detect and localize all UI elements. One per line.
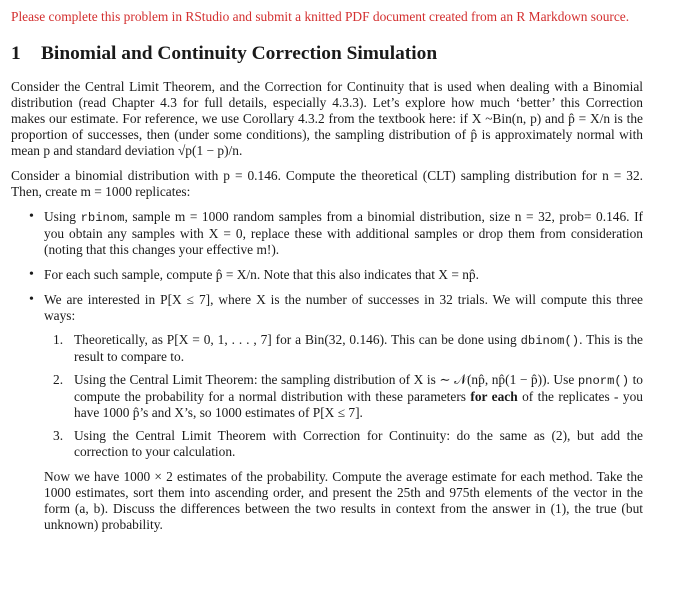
section-number: 1 <box>11 43 21 64</box>
bullet-sample-text-pre: Using <box>44 209 81 224</box>
document-page <box>11 8 643 533</box>
methods-list <box>44 332 643 460</box>
method-continuity-text: Using the Central Limit Theorem with Correction for Continuity: do the same as (2), but add the correction to your calculation. <box>74 428 643 459</box>
method-clt-text-mid: to compute the probability for a normal distribution with these parameters <box>74 372 643 404</box>
emphasis-for-each: for each <box>470 389 518 404</box>
bullet-three-ways-text: We are interested in P[X ≤ 7], where X is the number of successes in 32 trials. We will compute this three ways: <box>44 292 643 323</box>
bullet-compute-phat: • For each such sample, compute p̂ = X/n. Note that this also indicates that X = np̂. <box>44 267 643 283</box>
method-theoretical-text-post: . This is the result to compare to. <box>74 332 644 364</box>
bullet-sample <box>44 209 643 258</box>
method-continuity-correction <box>53 428 643 460</box>
section-heading <box>11 42 643 66</box>
method-number: 2. <box>53 372 64 387</box>
method-number: 3. <box>53 428 64 443</box>
task-bullet-list <box>11 209 643 460</box>
method-theoretical <box>53 332 644 365</box>
code-pnorm: pnorm() <box>577 374 630 388</box>
bullet-sample-text-post: , sample m = 1000 random samples from a binomial distribution, size n = 32, prob= 0.146. If you obtain any samples with X = 0, replace these with additional samples or drop them from consideration (noting that this changes your effective m!). <box>44 209 644 257</box>
code-dbinom: dbinom() <box>520 334 580 348</box>
method-number: 1. <box>53 332 64 347</box>
setup-paragraph: Consider a binomial distribution with p = 0.146. Compute the theoretical (CLT) sampling distribution for n = 32. Then, create m = 1000 replicates: <box>11 168 643 199</box>
final-paragraph: Now we have 1000 × 2 estimates of the probability. Compute the average estimate for each method. Take the 1000 estimates, sort them into ascending order, and present the 25th and 975th elements of the vector in the form (a, b). Discuss the differences between the two results in context from the answer in (1), the true (but unknown) probability. <box>44 469 643 532</box>
method-clt-text-pre: Using the Central Limit Theorem: the sampling distribution of X is ∼ 𝒩(np̂, np̂(1 − p̂)). Use <box>74 372 578 387</box>
bullet-three-ways <box>44 292 643 460</box>
method-clt-text-post: of the replicates - you have 1000 p̂’s and X’s, so 1000 estimates of P[X ≤ 7]. <box>74 389 643 420</box>
method-theoretical-text-pre: Theoretically, as P[X = 0, 1, . . . , 7] for a Bin(32, 0.146). This can be done using <box>74 332 521 347</box>
section-title: Binomial and Continuity Correction Simulation <box>41 43 438 64</box>
code-rbinom: rbinom <box>80 211 125 225</box>
intro-paragraph: Consider the Central Limit Theorem, and the Correction for Continuity that is used when dealing with a Binomial distribution (read Chapter 4.3 for full details, especially 4.3.3). Let’s explore how much ‘better’ this Correction makes our estimate. For reference, we use Corollary 4.3.2 from the textbook here: if X ~Bin(n, p) and p̂ = X/n is the proportion of successes, then (under some conditions), the sampling distribution of p̂ is approximately normal with mean p and standard deviation √p(1 − p)/n. <box>11 79 643 158</box>
submission-notice: Please complete this problem in RStudio and submit a knitted PDF document created from an R Markdown source. <box>11 9 630 24</box>
method-clt <box>53 372 643 421</box>
